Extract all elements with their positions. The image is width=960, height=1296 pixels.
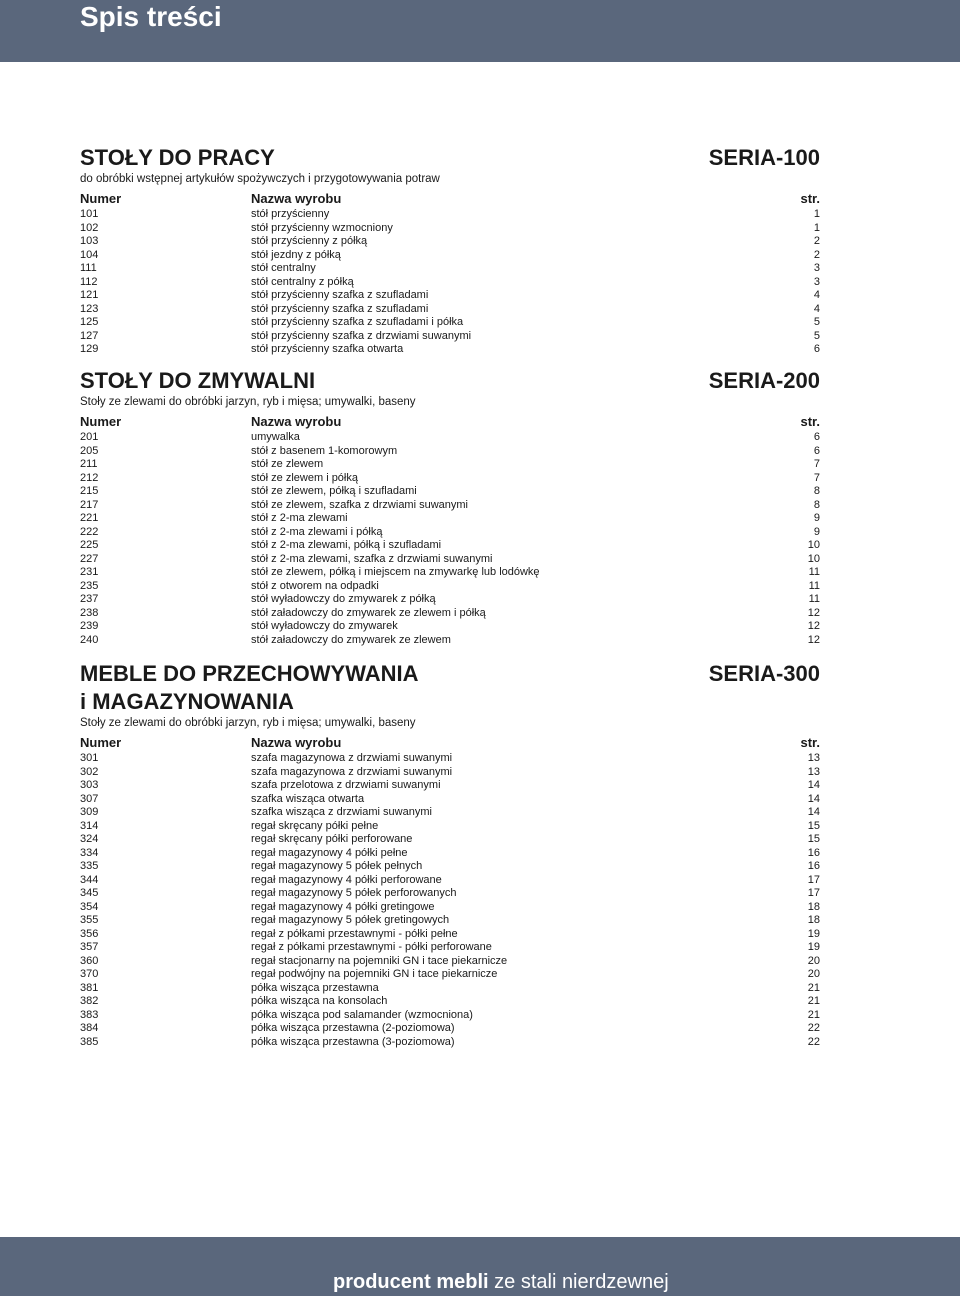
product-name: stół przyścienny z półką bbox=[251, 235, 368, 247]
product-number: 121 bbox=[80, 289, 99, 301]
toc-row bbox=[80, 472, 820, 486]
product-number: 370 bbox=[80, 968, 99, 980]
page-number: 9 bbox=[813, 512, 820, 524]
product-name: stół załadowczy do zmywarek ze zlewem i półką bbox=[251, 606, 486, 619]
product-name: stół z basenem 1-komorowym bbox=[251, 444, 398, 457]
toc-row bbox=[80, 445, 820, 459]
page-number: 14 bbox=[807, 792, 820, 805]
toc-row bbox=[80, 526, 820, 540]
page-number: 6 bbox=[813, 444, 820, 457]
page-number: 13 bbox=[807, 752, 820, 764]
product-name: regał magazynowy 5 półek gretingowych bbox=[251, 914, 450, 926]
product-name: półka wisząca przestawna (3-poziomowa) bbox=[251, 1035, 455, 1048]
toc-row bbox=[80, 752, 820, 766]
product-name: stół z otworem na odpadki bbox=[251, 579, 379, 592]
series-label: SERIA-200 bbox=[708, 368, 820, 393]
product-name: stół ze zlewem bbox=[251, 458, 324, 470]
product-number: 240 bbox=[80, 633, 99, 646]
product-number: 307 bbox=[80, 792, 99, 805]
product-name: regał magazynowy 4 półki perforowane bbox=[251, 873, 442, 886]
product-name: półka wisząca przestawna (2-poziomowa) bbox=[251, 1022, 455, 1034]
section-subtitle: Stoły ze zlewami do obróbki jarzyn, ryb i mięsa; umywalki, baseny bbox=[80, 396, 416, 408]
toc-row bbox=[80, 901, 820, 915]
product-name: stół przyścienny szafka otwarta bbox=[251, 343, 404, 355]
page-number: 16 bbox=[807, 860, 820, 872]
product-name: stół z 2-ma zlewami, półką i szufladami bbox=[251, 539, 442, 551]
toc-row bbox=[80, 276, 820, 290]
product-number: 235 bbox=[80, 579, 99, 592]
toc-row bbox=[80, 847, 820, 861]
page-number: 3 bbox=[813, 275, 820, 288]
page-number: 20 bbox=[807, 968, 820, 980]
toc-row bbox=[80, 208, 820, 222]
product-name: stół przyścienny szafka z drzwiami suwanymi bbox=[251, 329, 472, 342]
page-number: 4 bbox=[813, 289, 820, 301]
product-number: 101 bbox=[80, 208, 99, 220]
product-number: 355 bbox=[80, 914, 99, 926]
product-name: stół centralny bbox=[251, 262, 316, 274]
footer-brand: producent mebli bbox=[333, 1271, 489, 1293]
product-number: 301 bbox=[80, 752, 99, 764]
product-name: stół wyładowczy do zmywarek bbox=[251, 620, 398, 632]
toc-row bbox=[80, 249, 820, 263]
product-number: 201 bbox=[80, 431, 99, 443]
product-number: 102 bbox=[80, 221, 99, 234]
page-number: 15 bbox=[807, 833, 820, 845]
product-number: 231 bbox=[80, 566, 99, 578]
product-number: 212 bbox=[80, 471, 99, 484]
section-heading bbox=[80, 144, 820, 172]
toc-row bbox=[80, 330, 820, 344]
product-number: 385 bbox=[80, 1035, 99, 1048]
product-number: 357 bbox=[80, 941, 99, 953]
column-header-number: Numer bbox=[80, 414, 122, 429]
toc-row bbox=[80, 262, 820, 276]
column-header-number: Numer bbox=[80, 735, 122, 750]
toc-row bbox=[80, 779, 820, 793]
page-number: 9 bbox=[813, 525, 820, 538]
toc-row bbox=[80, 343, 820, 357]
product-name: stół jezdny z półką bbox=[251, 248, 341, 261]
page-number: 13 bbox=[807, 765, 820, 778]
toc-row bbox=[80, 222, 820, 236]
product-number: 383 bbox=[80, 1008, 99, 1021]
toc-row bbox=[80, 995, 820, 1009]
toc-row bbox=[80, 607, 820, 621]
section-subtitle: do obróbki wstępnej artykułów spożywczych i przygotowywania potraw bbox=[80, 173, 440, 185]
product-name: stół z 2-ma zlewami i półką bbox=[251, 525, 383, 538]
toc-row bbox=[80, 593, 820, 607]
toc-row bbox=[80, 485, 820, 499]
product-number: 215 bbox=[80, 485, 99, 497]
column-header-page: str. bbox=[800, 735, 820, 750]
column-header-name: Nazwa wyrobu bbox=[251, 414, 342, 429]
product-number: 222 bbox=[80, 525, 99, 538]
page-number: 6 bbox=[813, 343, 820, 355]
section-title: STOŁY DO ZMYWALNI bbox=[80, 368, 316, 393]
product-name: stół przyścienny wzmocniony bbox=[251, 221, 393, 234]
page-number: 14 bbox=[807, 806, 820, 818]
page-number: 1 bbox=[813, 221, 820, 234]
product-name: półka wisząca przestawna bbox=[251, 981, 379, 994]
product-name: szafka wisząca z drzwiami suwanymi bbox=[251, 806, 432, 818]
page-number: 21 bbox=[807, 995, 820, 1007]
product-number: 217 bbox=[80, 498, 99, 511]
toc-row bbox=[80, 793, 820, 807]
toc-row bbox=[80, 566, 820, 580]
product-number: 382 bbox=[80, 995, 99, 1007]
footer-text bbox=[333, 1270, 669, 1294]
product-name: stół z 2-ma zlewami bbox=[251, 512, 348, 524]
product-number: 129 bbox=[80, 343, 99, 355]
product-name: regał z półkami przestawnymi - półki pełne bbox=[251, 927, 458, 940]
page-number: 14 bbox=[807, 779, 820, 791]
page-number: 17 bbox=[807, 887, 820, 899]
toc-row bbox=[80, 968, 820, 982]
column-header-number: Numer bbox=[80, 191, 122, 206]
page-number: 21 bbox=[807, 981, 820, 994]
product-number: 384 bbox=[80, 1022, 99, 1034]
page-number: 18 bbox=[807, 914, 820, 926]
toc-row bbox=[80, 634, 820, 648]
toc-row bbox=[80, 458, 820, 472]
product-name: regał z półkami przestawnymi - półki perforowane bbox=[251, 941, 492, 953]
product-name: regał podwójny na pojemniki GN i tace piekarnicze bbox=[251, 968, 498, 980]
product-name: stół przyścienny szafka z szufladami bbox=[251, 302, 429, 315]
toc-row bbox=[80, 539, 820, 553]
product-name: stół przyścienny szafka z szufladami bbox=[251, 289, 429, 301]
toc-row bbox=[80, 928, 820, 942]
page-number: 12 bbox=[807, 620, 820, 632]
toc-row bbox=[80, 499, 820, 513]
footer-bar bbox=[0, 1237, 960, 1296]
product-name: regał skręcany półki perforowane bbox=[251, 833, 413, 845]
page-number: 19 bbox=[807, 927, 820, 940]
toc-rows bbox=[80, 208, 820, 357]
section-title: i MAGAZYNOWANIA bbox=[80, 689, 294, 714]
page-number: 10 bbox=[807, 539, 820, 551]
page-number: 15 bbox=[807, 819, 820, 832]
product-number: 344 bbox=[80, 873, 99, 886]
page-number: 4 bbox=[813, 302, 820, 315]
toc-row bbox=[80, 806, 820, 820]
toc-section bbox=[80, 144, 820, 357]
product-number: 225 bbox=[80, 539, 99, 551]
toc-row bbox=[80, 860, 820, 874]
product-name: stół z 2-ma zlewami, szafka z drzwiami suwanymi bbox=[251, 552, 493, 565]
toc-row bbox=[80, 982, 820, 996]
toc-row bbox=[80, 887, 820, 901]
product-number: 360 bbox=[80, 954, 99, 967]
column-headers bbox=[80, 734, 820, 752]
page-number: 19 bbox=[807, 941, 820, 953]
product-name: regał magazynowy 4 półki pełne bbox=[251, 846, 408, 859]
page-number: 22 bbox=[807, 1035, 820, 1048]
toc-rows bbox=[80, 431, 820, 647]
page-number: 22 bbox=[807, 1022, 820, 1034]
toc-row bbox=[80, 580, 820, 594]
page-number: 8 bbox=[813, 498, 820, 511]
page-number: 10 bbox=[807, 552, 820, 565]
page-number: 12 bbox=[807, 606, 820, 619]
page-number: 8 bbox=[813, 485, 820, 497]
product-number: 309 bbox=[80, 806, 99, 818]
product-name: stół ze zlewem i półką bbox=[251, 471, 358, 484]
product-number: 335 bbox=[80, 860, 99, 872]
product-name: stół przyścienny bbox=[251, 208, 330, 220]
column-header-name: Nazwa wyrobu bbox=[251, 191, 342, 206]
toc-row bbox=[80, 235, 820, 249]
page-number: 21 bbox=[807, 1008, 820, 1021]
toc-section bbox=[80, 367, 820, 647]
product-number: 127 bbox=[80, 329, 99, 342]
page-number: 11 bbox=[808, 566, 820, 578]
column-header-page: str. bbox=[800, 191, 820, 206]
page-number: 16 bbox=[807, 846, 820, 859]
page-number: 5 bbox=[813, 329, 820, 342]
product-number: 205 bbox=[80, 444, 99, 457]
product-name: regał skręcany półki pełne bbox=[251, 819, 379, 832]
toc-row bbox=[80, 1009, 820, 1023]
product-number: 238 bbox=[80, 606, 99, 619]
page-number: 18 bbox=[807, 900, 820, 913]
toc-row bbox=[80, 303, 820, 317]
product-number: 302 bbox=[80, 765, 99, 778]
product-number: 356 bbox=[80, 927, 99, 940]
product-number: 354 bbox=[80, 900, 99, 913]
product-number: 125 bbox=[80, 316, 99, 328]
page-number: 6 bbox=[813, 431, 820, 443]
product-name: regał magazynowy 4 półki gretingowe bbox=[251, 900, 435, 913]
product-name: półka wisząca na konsolach bbox=[251, 995, 388, 1007]
page-number: 2 bbox=[813, 235, 820, 247]
toc-row bbox=[80, 914, 820, 928]
product-number: 239 bbox=[80, 620, 99, 632]
toc-row bbox=[80, 289, 820, 303]
product-number: 211 bbox=[80, 458, 98, 470]
column-header-name: Nazwa wyrobu bbox=[251, 735, 342, 750]
page-number: 12 bbox=[807, 633, 820, 646]
product-name: stół ze zlewem, półką i szufladami bbox=[251, 485, 417, 497]
toc-row bbox=[80, 431, 820, 445]
toc-row bbox=[80, 766, 820, 780]
product-name: stół ze zlewem, półką i miejscem na zmywarkę lub lodówkę bbox=[251, 566, 540, 578]
product-name: półka wisząca pod salamander (wzmocniona) bbox=[251, 1008, 473, 1021]
toc-row bbox=[80, 833, 820, 847]
page-title: Spis treści bbox=[80, 1, 222, 32]
product-name: regał stacjonarny na pojemniki GN i tace piekarnicze bbox=[251, 954, 508, 967]
product-name: szafa magazynowa z drzwiami suwanymi bbox=[251, 765, 453, 778]
footer-rest: ze stali nierdzewnej bbox=[488, 1271, 669, 1293]
product-name: szafa przelotowa z drzwiami suwanymi bbox=[251, 779, 441, 791]
product-number: 345 bbox=[80, 887, 99, 899]
toc-section bbox=[80, 660, 820, 1049]
series-label: SERIA-300 bbox=[708, 661, 820, 686]
product-number: 112 bbox=[80, 275, 98, 288]
product-name: stół przyścienny szafka z szufladami i półka bbox=[251, 316, 464, 328]
product-name: stół wyładowczy do zmywarek z półką bbox=[251, 593, 436, 605]
page-number: 7 bbox=[813, 471, 820, 484]
product-number: 221 bbox=[80, 512, 99, 524]
toc-row bbox=[80, 1022, 820, 1036]
section-subtitle: Stoły ze zlewami do obróbki jarzyn, ryb i mięsa; umywalki, baseny bbox=[80, 717, 416, 729]
product-number: 324 bbox=[80, 833, 99, 845]
header-bar bbox=[0, 0, 960, 62]
product-name: stół załadowczy do zmywarek ze zlewem bbox=[251, 633, 451, 646]
product-number: 314 bbox=[80, 819, 99, 832]
product-number: 103 bbox=[80, 235, 99, 247]
page-number: 11 bbox=[808, 593, 820, 605]
toc-row bbox=[80, 512, 820, 526]
page-number: 1 bbox=[813, 208, 820, 220]
page-number: 3 bbox=[813, 262, 820, 274]
toc-row bbox=[80, 553, 820, 567]
product-number: 111 bbox=[80, 262, 97, 274]
product-name: szafka wisząca otwarta bbox=[251, 792, 365, 805]
page-number: 11 bbox=[808, 579, 820, 592]
section-title: MEBLE DO PRZECHOWYWANIA bbox=[80, 661, 419, 686]
section-heading bbox=[80, 688, 820, 716]
toc-rows bbox=[80, 752, 820, 1049]
page-number: 5 bbox=[813, 316, 820, 328]
product-name: stół ze zlewem, szafka z drzwiami suwanymi bbox=[251, 498, 469, 511]
page-number: 7 bbox=[813, 458, 820, 470]
product-name: stół centralny z półką bbox=[251, 275, 354, 288]
column-header-page: str. bbox=[800, 414, 820, 429]
toc-row bbox=[80, 820, 820, 834]
product-name: umywalka bbox=[251, 431, 300, 443]
toc-row bbox=[80, 941, 820, 955]
section-heading bbox=[80, 660, 820, 688]
product-number: 303 bbox=[80, 779, 99, 791]
page-number: 17 bbox=[807, 873, 820, 886]
product-name: regał magazynowy 5 półek perforowanych bbox=[251, 887, 457, 899]
toc-row bbox=[80, 316, 820, 330]
page-number: 2 bbox=[813, 248, 820, 261]
product-number: 334 bbox=[80, 846, 99, 859]
product-name: regał magazynowy 5 półek pełnych bbox=[251, 860, 423, 872]
section-heading bbox=[80, 367, 820, 395]
product-name: szafa magazynowa z drzwiami suwanymi bbox=[251, 752, 453, 764]
product-number: 227 bbox=[80, 552, 99, 565]
product-number: 237 bbox=[80, 593, 99, 605]
toc-row bbox=[80, 955, 820, 969]
series-label: SERIA-100 bbox=[708, 145, 820, 170]
column-headers bbox=[80, 413, 820, 431]
section-title: STOŁY DO PRACY bbox=[80, 145, 275, 170]
toc-row bbox=[80, 874, 820, 888]
product-number: 381 bbox=[80, 981, 99, 994]
toc-row bbox=[80, 620, 820, 634]
product-number: 104 bbox=[80, 248, 99, 261]
product-number: 123 bbox=[80, 302, 99, 315]
column-headers bbox=[80, 190, 820, 208]
page-number: 20 bbox=[807, 954, 820, 967]
toc-row bbox=[80, 1036, 820, 1050]
